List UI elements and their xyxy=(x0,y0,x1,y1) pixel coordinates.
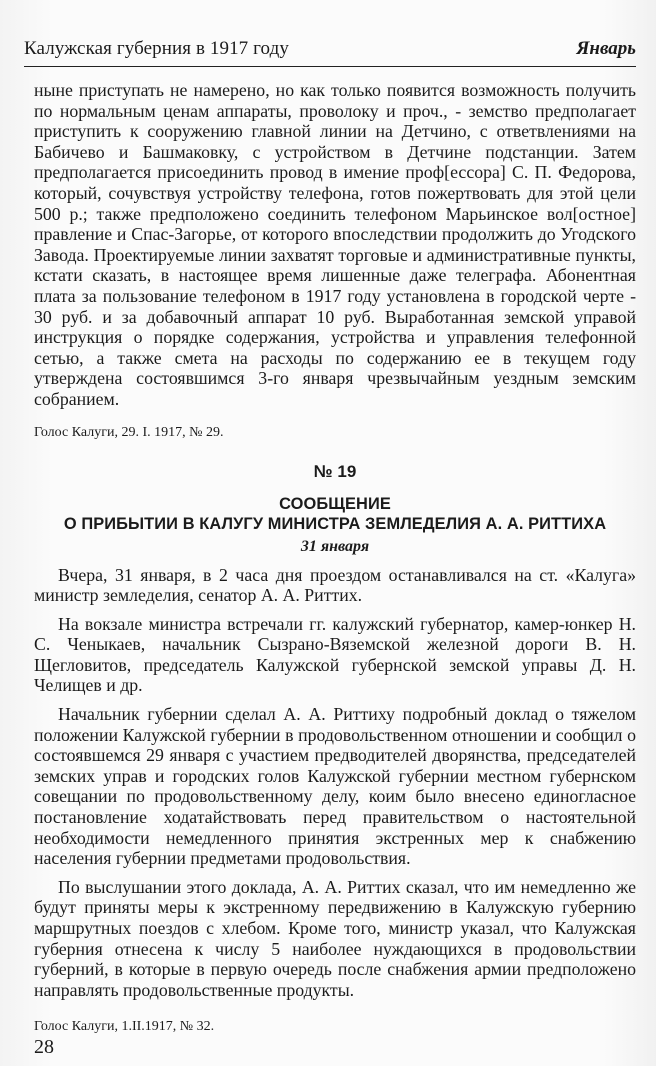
document-number: № 19 xyxy=(313,461,357,481)
source-citation: Голос Калуги, 1.II.1917, № 32. xyxy=(34,1019,215,1035)
document-title-line-2: О ПРИБЫТИИ В КАЛУГУ МИНИСТРА ЗЕМЛЕДЕЛИЯ А. А. РИТТИХА xyxy=(63,515,607,533)
continued-paragraph: ныне приступать не намерено, но как только появится возможность получить по нормальным ценам аппараты, проволоку и проч., - земство предполагает приступить к сооружению главной линии на Детчино, с ответвлениями на Бабичево и Башмаковку, с устройством в Детчине подстанции. Затем предполагается присоединить провод в имение проф[ессора] С. П. Федорова, который, сочувствуя устройству телефона, готов пожертвовать для этой цели 500 р.; также предположено соединить телефоном Марьинское вол[остное] правление и Спас-Загорье, от которого впоследствии продолжить до Угодского Завода. Проектируемые линии захватят торговые и административные пункты, кстати сказать, в настоящее время лишенные даже телеграфа. Абонентная плата за пользование телефоном в 1917 году установлена в городской черте - 30 руб. и за добавочный аппарат 10 руб. Выработанная земской управой инструкция о порядке содержания, устройства и управления телефонной сетью, а также смета на расходы по содержанию ее в текущем году утверждена состоявшимся 3-го января чрезвычайным уездным земским собранием. xyxy=(34,80,636,409)
page-number: 28 xyxy=(34,1036,54,1058)
source-citation: Голос Калуги, 29. I. 1917, № 29. xyxy=(34,424,224,440)
document-paragraph: Начальник губернии сделал А. А. Риттиху подробный доклад о тяжелом положении Калужской губернии в продовольственном отношении и сообщил о состоявшемся 29 января с участием предводителей дворянства, председателей земских управ и городских голов Калужской губернии местном губернском совещании по продовольственному делу, коим было внесено единогласное постановление ходатайствовать перед правительством о настоятельной необходимости немедленного принятия экстренных мер к снабжению населения губернии предметами продовольствия. xyxy=(34,704,636,869)
page-content xyxy=(34,80,636,1036)
document-paragraph: На вокзале министра встречали гг. калужский губернатор, камер-юнкер Н. С. Ченыкаев, начальник Сызрано-Вяземской железной дороги В. Н. Щегловитов, председатель Калужской губернской земской управы Д. Н. Челищев и др. xyxy=(34,613,636,696)
running-header xyxy=(24,36,636,67)
document-paragraph: По выслушании этого доклада, А. А. Риттих сказал, что им немедленно же будут приняты меры к экстренному передвижению в Калужскую губернию маршрутных поездов с хлебом. Кроме того, министр указал, что Калужская губерния отнесена к числу 5 наиболее нуждающихся в продовольствии губерний, в которые в первую очередь после снабжения армии предположено направлять продовольственные продукты. xyxy=(34,876,636,1000)
document-title-line-1: СООБЩЕНИЕ xyxy=(279,494,391,513)
header-month: Январь xyxy=(576,38,636,59)
document-date: 31 января xyxy=(300,537,370,555)
document-paragraph: Вчера, 31 января, в 2 часа дня проездом останавливался на ст. «Калуга» министр земледелия, сенатор А. А. Риттих. xyxy=(34,564,636,606)
header-title: Калужская губерния в 1917 году xyxy=(24,38,289,59)
